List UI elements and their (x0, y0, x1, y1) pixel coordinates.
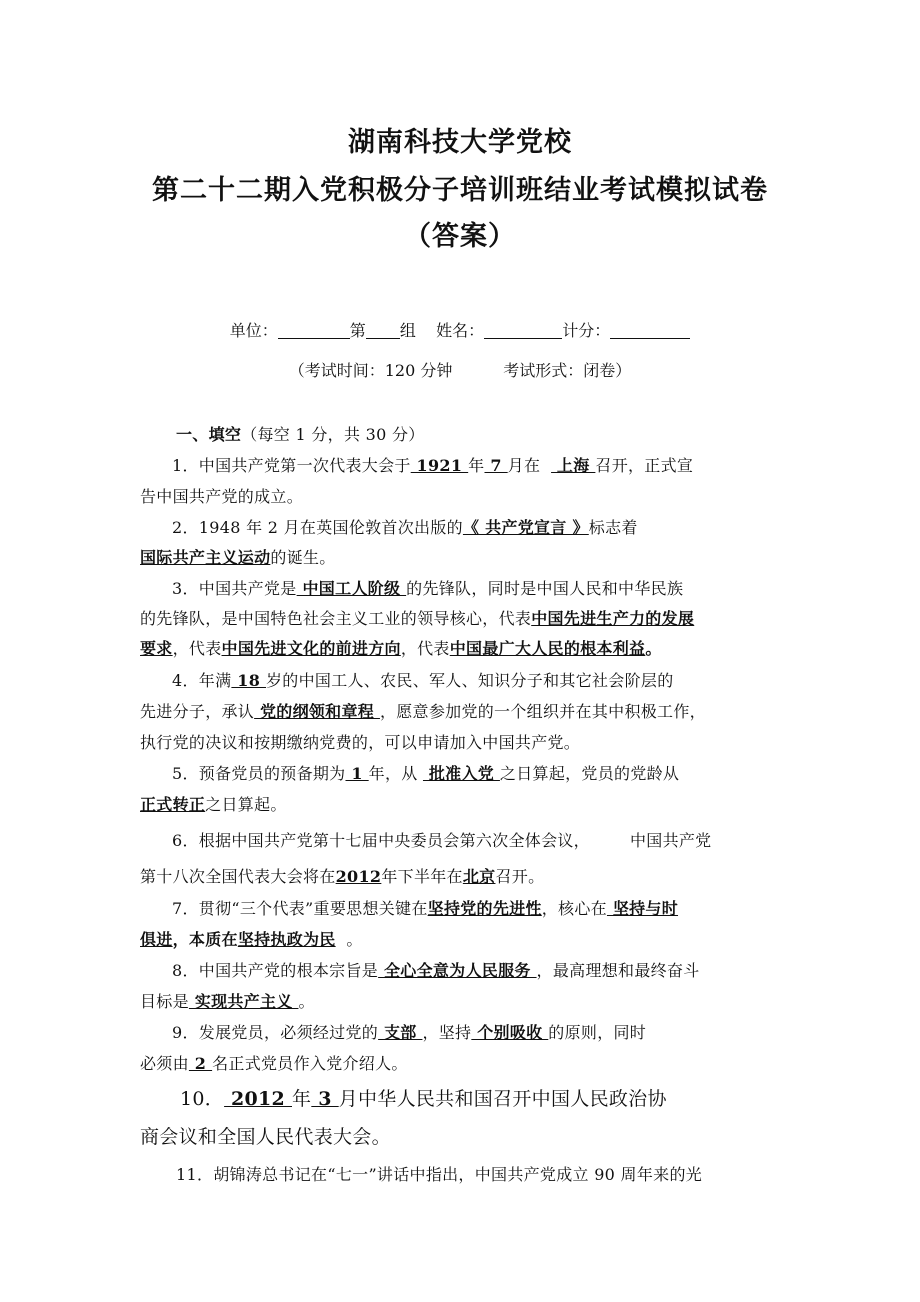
q10-line2: 商会议和全国人民代表大会。 (140, 1126, 391, 1148)
q8-text: 8．中国共产党的根本宗旨是 (172, 961, 379, 980)
q2-line1 (172, 515, 638, 538)
q9-answer-principle: 个别吸收 (471, 1023, 549, 1042)
q5-answer-formal: 正式转正 (140, 795, 206, 814)
q3-text: ，代表 (400, 639, 450, 658)
q4-line1 (172, 668, 674, 691)
q4-text: 岁的中国工人、农民、军人、知识分子和其它社会阶层的 (266, 671, 674, 690)
document-title: 湖南科技大学党校 (348, 127, 572, 158)
q5-answer-approval: 批准入党 (422, 764, 500, 783)
q7-text: ，核心在 (541, 899, 607, 918)
q9-text: 9．发展党员，必须经过党的 (172, 1023, 379, 1042)
q6-line2 (140, 864, 544, 887)
q5-line2 (140, 792, 287, 815)
q8-line2 (140, 989, 315, 1012)
exam-info-row (0, 358, 920, 381)
q7-line2 (140, 927, 363, 950)
q3-line2 (140, 606, 694, 629)
q3-line1 (172, 576, 683, 599)
q4-text: 先进分子，承认 (140, 702, 255, 721)
q2-text: 标志着 (588, 518, 638, 537)
group-suffix: 组 (399, 321, 416, 340)
q3-text: 的先锋队，同时是中国人民和中华民族 (406, 579, 684, 598)
q6-text: 召开。 (495, 867, 545, 886)
q1-line1 (172, 453, 693, 476)
q3-answer-culture: 中国先进文化的前进方向 (221, 639, 401, 658)
q8-text: 目标是 (140, 992, 189, 1011)
q10-text: 年 (292, 1088, 312, 1110)
q1-line2: 告中国共产党的成立。 (140, 487, 304, 506)
q3-text: 。 (645, 639, 662, 658)
q3-text: 3．中国共产党是 (172, 579, 297, 598)
q4-answer-age: 18 (231, 671, 266, 690)
q6-text: 6．根据中国共产党第十七届中央委员会第六次全体会议， (172, 831, 590, 850)
name-blank (484, 322, 562, 339)
q8-line1 (172, 958, 700, 981)
name-label: 姓名： (436, 321, 485, 340)
q11-line1: 11．胡锦涛总书记在“七一”讲话中指出，中国共产党成立 90 周年来的光 (176, 1165, 703, 1184)
unit-label: 单位： (229, 321, 278, 340)
q10-answer-month: 3 (311, 1088, 339, 1110)
q7-line1 (172, 896, 678, 919)
q2-answer-movement: 国际共产主义运动 (140, 548, 271, 567)
score-blank (610, 322, 690, 339)
q9-line1 (172, 1020, 646, 1043)
q3-text: ，代表 (172, 639, 222, 658)
q8-answer-purpose: 全心全意为人民服务 (378, 961, 537, 980)
unit-blank (278, 322, 350, 339)
q6-answer-year: 2012 (335, 867, 382, 886)
q6-text: 年下半年在 (381, 867, 463, 886)
q4-answer-charter: 党的纲领和章程 (254, 702, 380, 721)
q8-text: ，最高理想和最终奋斗 (536, 961, 700, 980)
section-heading (176, 422, 425, 445)
q1-text: 1．中国共产党第一次代表大会于 (172, 456, 411, 475)
group-prefix: 第 (349, 321, 366, 340)
q2-text: 的诞生。 (270, 548, 336, 567)
q10-line1 (180, 1084, 667, 1111)
section-title: 一、填空 (176, 425, 242, 444)
q9-text: ，坚持 (422, 1023, 472, 1042)
q3-text: 的先锋队，是中国特色社会主义工业的领导核心，代表 (140, 609, 532, 628)
q5-line1 (172, 761, 679, 784)
q7-text: 7．贯彻“三个代表”重要思想关键在 (172, 899, 428, 918)
q1-text: 年 (468, 456, 485, 475)
q9-text: 必须由 (140, 1054, 189, 1073)
q5-text: 之日算起。 (205, 795, 287, 814)
q1-answer-month: 7 (484, 456, 508, 475)
q6-line1 (172, 828, 712, 851)
q4-line3: 执行党的决议和按期缴纳党费的，可以申请加入中国共产党。 (140, 733, 581, 752)
student-info-row (0, 318, 920, 341)
q7-answer-essence: 坚持执政为民 (237, 930, 336, 949)
q5-text: 之日算起，党员的党龄从 (499, 764, 680, 783)
q4-line2 (140, 699, 706, 722)
q7-answer-core: 坚持与时 (606, 899, 679, 918)
q2-text: 2．1948 年 2 月在英国伦敦首次出版的 (172, 518, 463, 537)
q6-text: 中国共产党 (629, 831, 712, 850)
q6-text: 第十八次全国代表大会将在 (140, 867, 336, 886)
q8-answer-goal: 实现共产主义 (188, 992, 299, 1011)
q8-text: 。 (298, 992, 315, 1011)
q1-text: 月在 (507, 456, 541, 475)
q9-text: 的原则，同时 (548, 1023, 647, 1042)
q4-text: ，愿意参加党的一个组织并在其中积极工作， (379, 702, 706, 721)
q7-text: ，本质在 (172, 930, 238, 949)
q6-answer-city: 北京 (462, 867, 496, 886)
q1-answer-place: 上海 (551, 456, 596, 475)
q7-answer-core-end: 俱进 (140, 930, 173, 949)
answer-label: （答案） (404, 221, 516, 252)
q9-text: 名正式党员作入党介绍人。 (212, 1054, 408, 1073)
q5-text: 年，从 (368, 764, 418, 783)
section-note: （每空 1 分，共 30 分） (241, 425, 425, 444)
q4-text: 4．年满 (172, 671, 232, 690)
q2-answer-book: 《 共产党宣言 》 (462, 518, 589, 537)
score-label: 计分： (562, 321, 611, 340)
q9-line2 (140, 1051, 408, 1074)
q9-answer-branch: 支部 (378, 1023, 423, 1042)
q3-answer-productivity: 中国先进生产力的发展 (531, 609, 695, 628)
group-blank (366, 322, 400, 339)
exam-time: （考试时间：120 分钟 (288, 361, 453, 380)
q9-answer-count: 2 (188, 1054, 213, 1073)
document-subtitle: 第二十二期入党积极分子培训班结业考试模拟试卷 (152, 175, 768, 206)
q10-answer-year: 2012 (224, 1088, 292, 1110)
q2-line2 (140, 545, 336, 568)
q7-answer-key: 坚持党的先进性 (427, 899, 542, 918)
q10-text: 月中华人民共和国召开中国人民政治协 (338, 1088, 667, 1110)
q1-answer-year: 1921 (410, 456, 469, 475)
q3-line3 (140, 636, 662, 659)
q3-answer-productivity-end: 要求 (140, 639, 173, 658)
q5-answer-period: 1 (345, 764, 369, 783)
q10-text: 10． (180, 1088, 225, 1110)
q3-answer-interests: 中国最广大人民的根本利益 (449, 639, 646, 658)
exam-form: 考试形式：闭卷） (503, 361, 632, 380)
q5-text: 5．预备党员的预备期为 (172, 764, 346, 783)
q7-text: 。 (346, 930, 363, 949)
q1-text: 召开，正式宣 (595, 456, 694, 475)
q3-answer-class: 中国工人阶级 (296, 579, 407, 598)
